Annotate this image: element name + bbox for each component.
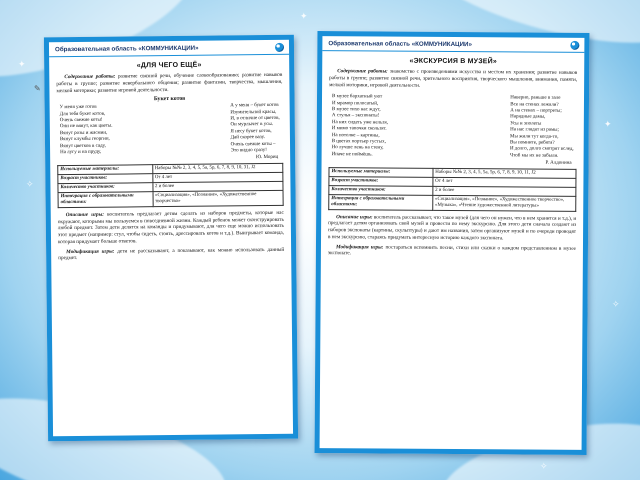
table-key: Возраст участников: — [329, 177, 433, 187]
table-row — [329, 194, 576, 210]
table-value: От 4 лет — [433, 177, 576, 187]
poem-line: Очень свежие коты – — [230, 141, 276, 147]
poem-line: Иначе не поймёшь. — [331, 151, 373, 158]
poem-line: Они не вянут, как цветы. — [59, 124, 113, 130]
poem-line: Очень свежие коты! — [59, 117, 103, 124]
description-label: Описание игры: — [336, 213, 373, 220]
description-text: воспитатель предлагает детям сделать из наборов предметы, которые нас окружают, которыми мы пользуемся в повседневной жизни. Каждый ребенок может сконструировать любой предмет. Затем дети делятся на команды и придумывают, для чего еще можно использовать этот предмет (например: стул, чтобы сидеть, стоять, дрессировать котов и т.д.). Выигрывает команда, которая придумает больше ответов. — [57, 209, 284, 245]
poem-line: Мы жили тут когда-то, — [510, 133, 559, 140]
poem-line: Наверно, раньше в зале — [510, 95, 561, 102]
poem-line: Это видно сразу! — [230, 147, 267, 154]
modification-paragraph — [328, 244, 576, 259]
poem-line: Нарядные дамы, — [510, 114, 546, 121]
table-key: Используемые материалы: — [58, 165, 153, 175]
modification-text: дети не рассказывают, а показывают, как можно использовать данный предмет. — [58, 246, 285, 262]
poem-line: Он мурлычет в усы. — [230, 122, 274, 128]
poem-line: На них сидеть уже нельзя, — [331, 119, 388, 126]
info-table — [328, 167, 576, 211]
table-value: От 4 лет — [152, 173, 283, 183]
right-page — [315, 31, 590, 455]
poem-line: Но лучше лень на стену, — [331, 145, 384, 151]
page-header-text: Образовательная область «КОММУНИКАЦИИ» — [328, 40, 472, 49]
poem-line: Чтоб мы их не забыли. — [509, 153, 559, 159]
left-page — [44, 35, 298, 442]
poem-line: В музее бархатный уют — [331, 94, 383, 100]
description-paragraph — [328, 214, 576, 243]
logo-icon — [275, 43, 284, 52]
sparkle-icon: ✧ — [26, 180, 34, 190]
page-header-text: Образовательная область «КОММУНИКАЦИИ» — [54, 44, 199, 54]
description-text: воспитатель рассказывает, что такое музей (для чего он нужен, что в нем хранится и т.д.), и предлагает детям организовать свой музей и провести по нему экскурсию. Для этого дети сначала создают из наборов экспонаты (картины, скульптуры) и дают им названия, затем организуют музей и по очереди проводят в нем экскурсию, стараясь придумать интересную историю каждого экспоната. — [328, 213, 577, 242]
sparkle-icon: ✦ — [18, 60, 26, 70]
poem-column-2 — [230, 103, 280, 155]
table-row — [58, 190, 283, 207]
content-paragraph — [56, 72, 282, 95]
sparkle-icon: ✧ — [612, 300, 620, 310]
page-header — [49, 40, 289, 58]
poem-line: У меня уже готов — [59, 105, 97, 111]
poem-column-1 — [332, 94, 388, 158]
modification-text: постараться вспомнить песни, стихи или сказки о каждом представленном в музее экспонате. — [327, 244, 576, 257]
poem-line: Для тебя букет котов, — [59, 111, 106, 117]
table-value: «Социализация», «Познание», «Художественное творчество» — [153, 190, 284, 206]
table-key: Используемые материалы: — [329, 168, 433, 178]
poem — [60, 103, 281, 156]
poem-line: А у меня – букет котов — [230, 103, 279, 109]
poem-line: На потолке – картины, — [331, 132, 380, 139]
table-key: Количество участников: — [329, 186, 433, 196]
poem-line: И долго, долго смотрят вслед, — [509, 146, 574, 153]
table-key: Интеграция с образовательными областями: — [58, 192, 153, 208]
sparkle-icon: ✧ — [540, 462, 548, 472]
sparkle-icon: ✦ — [300, 12, 308, 22]
poem-line: Вы помните, ребята? — [509, 140, 555, 146]
table-key: Интеграция с образовательными областями: — [329, 194, 433, 209]
pen-mark-icon: ✎ — [34, 84, 41, 93]
poem-line: Я несу букет котов, — [230, 128, 272, 135]
description-label: Описание игры: — [65, 211, 104, 218]
poem-column-1 — [60, 105, 113, 157]
page-header — [322, 36, 584, 53]
poem-line: И мрамор полосатый, — [331, 100, 379, 107]
table-key: Возраст участников: — [58, 174, 153, 184]
content-label: Содержание работы: — [337, 68, 388, 75]
content-paragraph — [329, 68, 577, 90]
content-text: развитие связной речи, обучение словообразованию; развитие навыков работы в группе; развитие невербального общения; развитие фантазии, творчества, мышления, мелкой моторики; развитие игровой деятельности. — [56, 71, 283, 94]
info-table — [57, 163, 283, 208]
table-value: Наборы №№ 2, 3, 4, 5, 5а, 5р, 6, 7, 8, 9, 10, 11, J2 — [433, 169, 576, 179]
table-key: Количество участников: — [58, 183, 153, 193]
table-value: Наборы №№ 2, 3, 4, 5, 5а, 5р, 6, 7, 8, 9, 10, 31, J2 — [152, 164, 283, 174]
poem-line: А на стенах – портреты; — [510, 108, 562, 114]
poem-line: Вянут розы и жасмин, — [59, 130, 108, 136]
logo-icon — [570, 41, 579, 50]
modification-label: Модификация игры: — [335, 243, 384, 251]
description-paragraph — [58, 210, 284, 246]
table-value: 2 и более — [152, 181, 283, 191]
poem-line: Вянут цветков в саду, — [60, 143, 106, 149]
modification-paragraph — [58, 246, 284, 262]
poem-line: Все на стенах лежали? — [510, 102, 559, 108]
poem-line: Изумительной красы, — [230, 109, 277, 116]
poem-line: Дай скорее вазу. — [230, 135, 265, 141]
poem — [332, 94, 574, 160]
poem-column-2 — [510, 96, 574, 160]
poem-line: В цветах портьер густых, — [331, 139, 386, 145]
poem-author: Ю. Мориц — [255, 155, 279, 161]
content-text: знакомство с произведениями искусства и местом их хранения; развитие навыков работы в группе; развитие связной речи, зрительного восприятия, творческого мышления, внимания, памяти, мелкой моторики, игровой деятельности. — [329, 68, 578, 89]
modification-label: Модификация игры: — [66, 248, 115, 255]
table-value: «Социализация», «Познание», «Художественное творчество», «Музыка», «Чтение художественной литературы» — [432, 195, 575, 211]
poem-line: И мимо тапочки скользят. — [331, 126, 387, 132]
poem-title: Букет котов — [153, 96, 186, 103]
poem-line: В музее тихо нас ждут, — [331, 107, 381, 113]
table-value: 2 и более — [433, 186, 576, 196]
poem-line: Усы и эполеты — [510, 121, 542, 127]
page-title: «ДЛЯ ЧЕГО ЕЩЁ» — [136, 61, 202, 70]
page-title: «ЭКСКУРСИЯ В МУЗЕЙ» — [409, 57, 498, 66]
poem-line: А стулья – экспонаты! — [331, 113, 380, 119]
poem-author: Р. Алдонина — [545, 160, 572, 166]
poem-line: На лугу и на пруду, — [60, 149, 102, 156]
sparkle-icon: ✦ — [604, 120, 612, 130]
poem-line: На нас глядят из рамы; — [510, 127, 559, 133]
poem-line: И, в отличие от цветов, — [230, 115, 280, 122]
poem-line: Вянут клумбы георгин, — [59, 136, 110, 143]
content-label: Содержание работы: — [64, 73, 116, 81]
